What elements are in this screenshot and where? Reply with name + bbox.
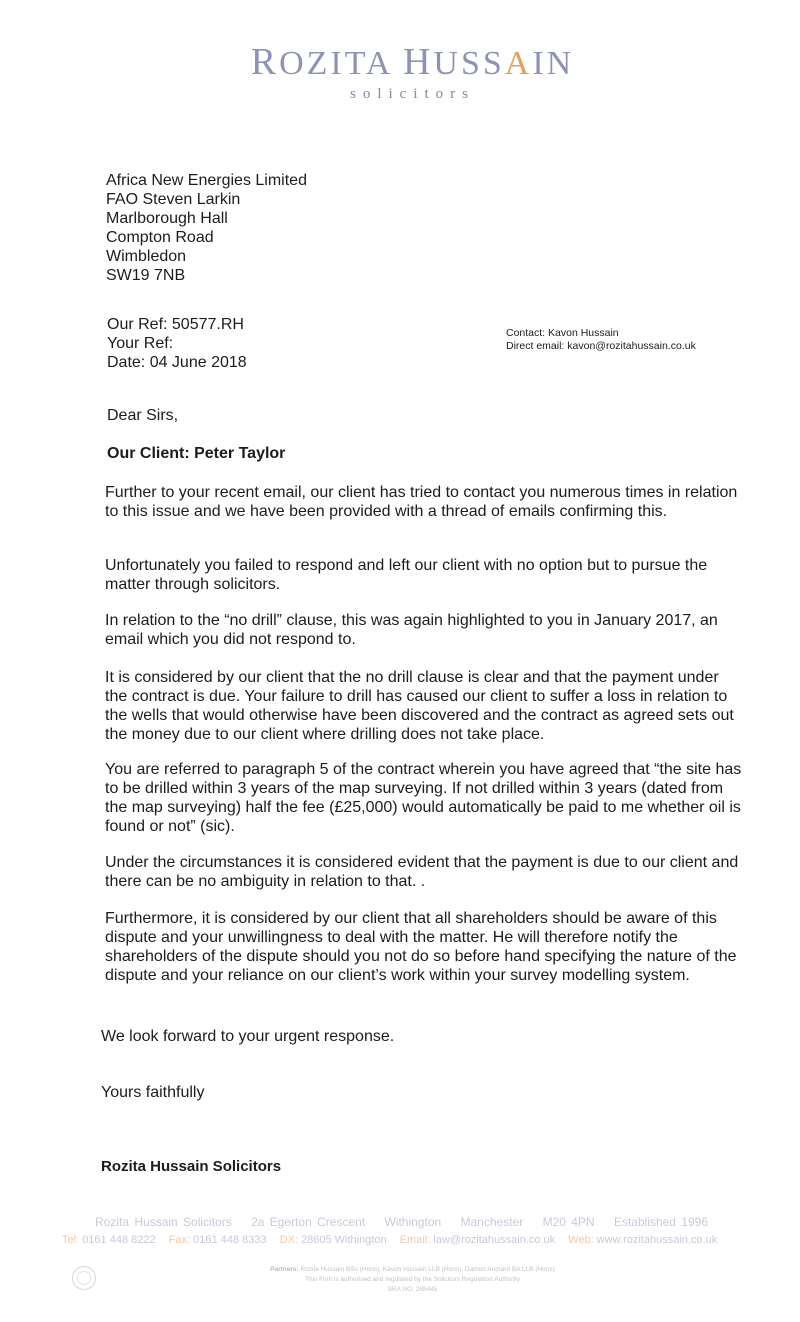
recipient-address <box>106 171 307 285</box>
partners-names: Rozita Hussain BSc (Hons), Kavon Hussain LLB (Hons), Damon Archard BA LLB (Hons) <box>300 1266 555 1273</box>
body-paragraph <box>105 853 745 891</box>
logo-text-ozita: OZITA <box>279 45 403 82</box>
firm-signature: Rozita Hussain Solicitors <box>101 1158 282 1175</box>
sign-off: Yours faithfully <box>101 1084 205 1101</box>
partners-label: Partners: <box>270 1266 299 1273</box>
paragraph-text: Unfortunately you failed to respond and left our client with no option but to pursue the matter through solicitors. <box>105 557 708 593</box>
address-line: Compton Road <box>106 229 214 246</box>
web-value: www.rozitahussain.co.uk <box>596 1234 718 1246</box>
our-ref: Our Ref: 50577.RH <box>107 316 244 333</box>
dx-label: DX: <box>279 1234 298 1246</box>
address-line: Africa New Energies Limited <box>106 172 307 189</box>
sra-number: SRA NO: 288445 <box>387 1286 438 1293</box>
subject-line: Our Client: Peter Taylor <box>107 445 286 462</box>
paragraph-text: Furthermore, it is considered by our client that all shareholders should be aware of this dispute and your unwillingness to deal with the matter. He will therefore notify the shareholders of the dispute should you not do so before hand specifying the nature of the dispute and your reliance on our client’s work within your survey modelling system. <box>105 910 737 984</box>
email-label: Email: <box>399 1234 431 1246</box>
footer-established: Established 1996 <box>613 1215 709 1229</box>
tel-label: Tel: <box>62 1234 80 1246</box>
contact-email: Direct email: kavon@rozitahussain.co.uk <box>506 340 696 352</box>
logo-text-in: IN <box>532 45 575 82</box>
letterhead-logo <box>0 40 800 84</box>
paragraph-text: It is considered by our client that the no drill clause is clear and that the payment under the contract is due. Your failure to drill has caused our client to suffer a loss in relation to the wells that would otherwise have been discovered and the contract as agreed sets out the money due to our client where drilling does not take place. <box>105 669 734 743</box>
body-paragraph <box>105 909 745 985</box>
logo-text-uss: USS <box>433 45 505 82</box>
dx-value: 28605 Withington <box>301 1234 387 1246</box>
body-paragraph <box>105 760 745 836</box>
email-value: law@rozitahussain.co.uk <box>433 1234 556 1246</box>
footer-postcode: M20 4PN <box>542 1215 595 1229</box>
paragraph-text: Further to your recent email, our client has tried to contact you numerous times in relation to this issue and we have been provided with a thread of emails confirming this. <box>105 484 738 520</box>
body-paragraph <box>105 483 745 521</box>
letter-date: Date: 04 June 2018 <box>107 354 247 371</box>
footer-contact-line <box>62 1234 727 1246</box>
paragraph-text: You are referred to paragraph 5 of the contract wherein you have agreed that “the site has to be drilled within 3 years of the map surveying. If not drilled within 3 years (dated from the map surveying) half the fee (£25,000) would automatically be paid to me whether oil is found or not” (sic). <box>105 761 742 835</box>
footer-firm: Rozita Hussain Solicitors <box>95 1215 232 1229</box>
footer-city: Manchester <box>460 1215 524 1229</box>
closing-request: We look forward to your urgent response. <box>101 1028 395 1045</box>
contact-name: Contact: Kavon Hussain <box>506 327 619 339</box>
regulation-line: This Firm is authorised and regulated by the Solicitors Regulation Authority <box>305 1276 520 1283</box>
address-line: Wimbledon <box>106 248 187 265</box>
address-line: SW19 7NB <box>106 267 186 284</box>
address-line: FAO Steven Larkin <box>106 191 241 208</box>
letterhead-subtitle: solicitors <box>350 86 475 102</box>
logo-initial-r: R <box>250 41 280 83</box>
tel-value: 0161 448 8222 <box>82 1234 156 1246</box>
body-paragraph <box>105 611 745 649</box>
body-paragraph <box>105 668 745 744</box>
footer-address-line <box>95 1215 722 1229</box>
paragraph-text: Under the circumstances it is considered evident that the payment is due to our client and there can be no ambiguity in relation to that. . <box>105 854 739 890</box>
footer-area: Withington <box>384 1215 442 1229</box>
body-paragraph <box>105 556 745 594</box>
fax-label: Fax: <box>168 1234 191 1246</box>
paragraph-text: In relation to the “no drill” clause, this was again highlighted to you in January 2017, an email which you did not respond to. <box>105 612 718 648</box>
logo-accent-a: A <box>504 45 533 82</box>
your-ref: Your Ref: <box>107 335 174 352</box>
web-label: Web: <box>568 1234 594 1246</box>
fax-value: 0161 448 8333 <box>193 1234 267 1246</box>
footer-street: 2a Egerton Crescent <box>251 1215 366 1229</box>
salutation: Dear Sirs, <box>107 407 179 424</box>
contact-block <box>506 327 696 353</box>
address-line: Marlborough Hall <box>106 210 228 227</box>
reference-block <box>107 315 247 372</box>
partners-line <box>0 1265 800 1275</box>
logo-initial-h: H <box>402 41 434 83</box>
footer-partners <box>0 1265 800 1295</box>
